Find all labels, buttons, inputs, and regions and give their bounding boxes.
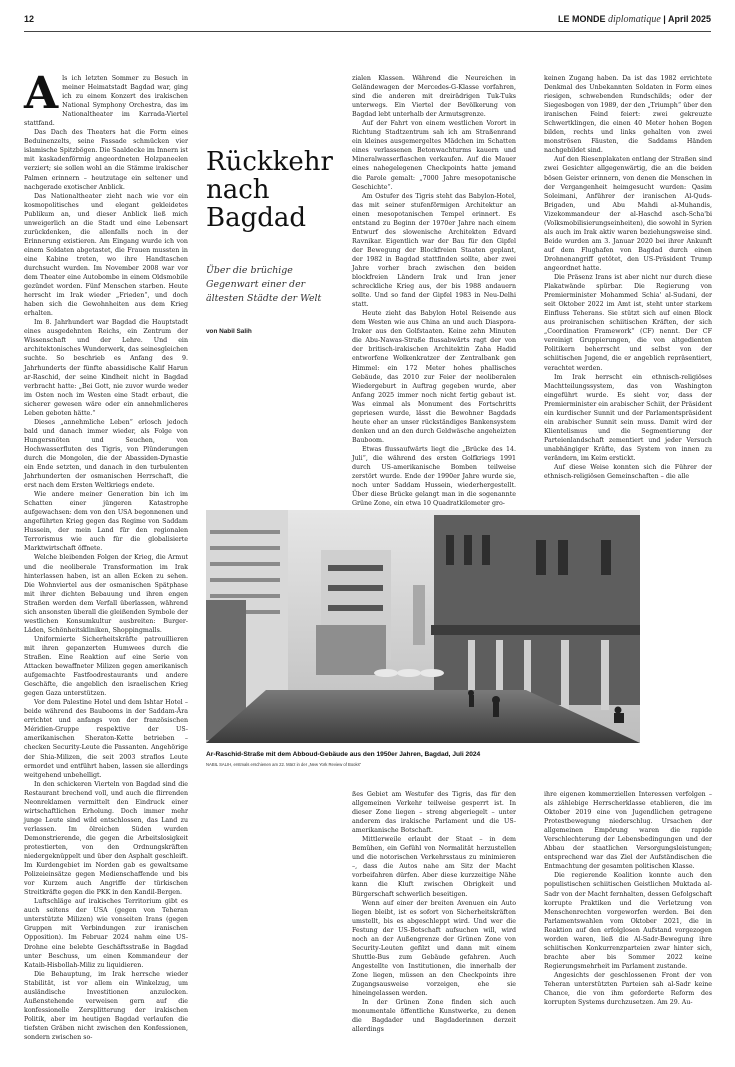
- paragraph: Vor dem Palestine Hotel und dem Ishtar Hotel – beide während des Baubooms in der Saddam-Ära errichtet und anfangs von der französischen Méridien-Gruppe respektive der US-amerikanischen Sheraton-Kette betrieben – checken Security-Leute die Passanten. Angehörige der Shia-Milizen, die seit 2003 straflos Leute ermordet und entführt haben, lassen sie allerdings weitgehend unbehelligt.: [24, 699, 188, 779]
- paragraph: Auf der Fahrt von einem westlichen Vorort in Richtung Stadtzentrum sah ich am Straßenrand ein kleines ausgemergeltes Mädchen im Schatten eines verlassenen Betonwachturms kauern und Mineralwasserflaschen verkaufen. Auf die Mauer eines nahegelegenen Checkpoints hatte jemand die Parole gemalt: „7000 Jahre mesopotanische Geschichte“.: [352, 120, 516, 191]
- photo-illustration: [206, 510, 640, 743]
- masthead-separator: |: [660, 14, 668, 24]
- issue-date: April 2025: [667, 14, 711, 24]
- paragraph: zialen Klassen. Während die Neureichen in Geländewagen der Mercedes-G-Klasse vorfahren, sind die anderen mit dreirädrigen Tuk-Tuks unterwegs. Ein Viertel der Bevölkerung von Bagdad lebt unterhalb der Armutsgrenze.: [352, 75, 516, 119]
- article-subtitle: Über die brüchige Gegenwart einer der ältesten Städte der Welt: [206, 265, 322, 304]
- paragraph: Angesichts der geschlossenen Front der von Teheran unterstützten Parteien sah al-Sadr keine Chance, die von ihm geforderte Reform des korrupten Systems durchzusetzen. Am 29. Au-: [544, 971, 712, 1007]
- paragraph: Im 8. Jahrhundert war Bagdad die Hauptstadt eines ausgedehnten Reichs, ein Zentrum der Wissenschaft und der Lehre. Und ein architektonisches Wunderwerk, das seinesgleichen suchte. So beschrieb es Anfang des 9. Jahrhunderts der fünfte abassidische Kalif Harun ar-Raschid, der seine Kindheit nicht in Bagdad verbracht hatte: „Bei Gott, nie zuvor wurde weder im Osten noch im Westen eine Stadt erbaut, die sicherer gewesen wäre oder ein annehmlicheres Leben geboten hätte.“: [24, 319, 188, 417]
- paragraph: keinen Zugang haben. Da ist das 1982 errichtete Denkmal des Unbekannten Soldaten in Form eines riesigen, schwebenden Rundschilds; oder der Siegesbogen von 1989, der den „Triumph“ über den iranischen Feind feiert: zwei gekreuzte Schwertklingen, die einen 40 Meter hohen Bogen bilden, rechts und links gehalten von zwei monströsen Fäusten, die Saddams Händen nachgebildet sind.: [544, 75, 712, 155]
- page-header: [24, 14, 711, 30]
- header-rule: [24, 31, 711, 32]
- column-4-top: [544, 74, 712, 502]
- paragraph: Die Behauptung, im Irak herrsche wieder Stabilität, ist vor allem ein Winkelzug, um ausländische Investitionen anzulocken. Außenstehende verweisen gern auf die konfessionelle Zersplitterung der irakischen Politik, aber im heutigen Bagdad verlaufen die tiefsten Gräben nicht zwischen den Konfessionen, sondern zwischen so-: [24, 970, 188, 1041]
- drop-cap: A: [24, 68, 59, 119]
- paragraph: Luftschläge auf irakisches Territorium gibt es auch seitens der USA (gegen von Teheran unterstützte Milizen) wie vonseiten Irans (gegen Gruppen mit Verbindungen zur iranischen Opposition). Im Februar 2024 nahm eine US-Drohne eine belebte Geschäftsstraße in Bagdad unter Beschuss, um einen Kommandeur der Kataib-Hisbollah-Miliz zu liquidieren.: [24, 898, 188, 969]
- paragraph: Auf den Riesenplakaten entlang der Straßen sind zwei Gesichter allgegenwärtig, die an die beiden bösen Geister erinnern, von denen die Menschen in der Vergangenheit heimgesucht wurden: Qasim Soleimani, Anführer der iranischen Al-Quds-Brigaden, und Abu Mahdi al-Muhandis, Vizekommandeur der al-Haschd asch-Scha'bi (Volksmobilisierungseinheiten), die sowohl in Syrien als auch im Irak aktiv waren beziehungsweise sind. Beide wurden am 3. Januar 2020 bei ihrer Ankunft auf dem Flughafen von Bagdad durch einen Drohnenangriff getötet, den US-Präsident Trump angeordnet hatte.: [544, 156, 712, 272]
- paragraph: ßes Gebiet am Westufer des Tigris, das für den allgemeinen Verkehr teilweise gesperrt ist. In dieser Zone liegen – streng abgeriegelt – unter anderem das irakische Parlament und die US-amerikanische Botschaft.: [352, 791, 516, 835]
- paragraph: Heute zieht das Babylon Hotel Reisende aus dem Westen wie aus China an und auch Diaspora-Iraker aus den Golfstaaten. Keine zehn Minuten die Abu-Nawas-Straße flussabwärts ragt der von der britisch-irakischen Architektin Zaha Hadid entworfene Wolkenkratzer der Zentralbank gen Himmel: ein 172 Meter hohes phallisches Gebäude, das 2010 zur Feier der neoliberalen Wiedergeburt in Auftrag gegeben wurde, aber Anfang 2025 immer noch nicht fertig gebaut ist. Was einmal als Monument des Fortschritts gepriesen wurde, lässt die Bewohner Bagdads heute eher an unser rückständiges Bankensystem denken und an den durch Geldwäsche angeheizten Bauboom.: [352, 310, 516, 444]
- masthead: [558, 14, 711, 25]
- paragraph: In den schickeren Vierteln von Bagdad sind die Restaurant brechend voll, und auch die flirrenden Neonreklamen vermittelt den Eindruck einer wirtschaftlichen Erholung. Doch immer mehr junge Leute sind wild entschlossen, das Land zu verlassen. Im ölreichen Süden wurden Demonstrierende, die gegen die Arbeitslosigkeit protestierten, von den Ordnungskräften niedergeknüppelt und über den Asphalt geschleift. Im Kurdengebiet im Norden gab es gewaltsame Polizeieinsätze gegen Medienschaffende und bis vor Kurzem auch Angriffe der türkischen Streitkräfte gegen die PKK in den Kandil-Bergen.: [24, 780, 188, 897]
- byline: von Nabil Salih: [206, 328, 252, 335]
- paragraph: Auf diese Weise konnten sich die Führer der ethnisch-religiösen Gemeinschaften – die alle: [544, 464, 712, 481]
- paragraph: Wenn auf einer der breiten Avenuen ein Auto liegen bleibt, ist es sofort von Sicherheitskräften umstellt, bis es abgeschleppt wird. Und wer die Festung der US-Botschaft aufsuchen will, wird noch an der Außengrenze der Grünen Zone von Security-Leuten gefilzt und dann mit einem Shuttle-Bus zum Gebäude gefahren. Auch Angestellte von Institutionen, die innerhalb der Zone liegen, müssen an den Checkpoints ihre Zugangsausweise vorzeigen, ehe sie hineingelassen werden.: [352, 899, 516, 998]
- masthead-italic: diplomatique: [608, 14, 661, 25]
- page-number: 12: [24, 14, 35, 24]
- column-3-bottom: [352, 790, 516, 1040]
- paragraph: Welche bleibenden Folgen der Krieg, die Armut und die neoliberale Transformation im Irak hinterlassen haben, ist an allen Ecken zu sehen. Die Wohnviertel aus der osmanischen Spätphase mit ihrer dichten Bebauung und ihren engen Straßen werden dem Verfall überlassen, während sich ansonsten überall die gleißenden Symbole der westlichen Konsumkultur ausbreiten: Burger-Läden, Schönheitskliniken, Shoppingmalls.: [24, 554, 188, 634]
- title-line: nach: [206, 175, 270, 205]
- paragraph: Etwas flussaufwärts liegt die „Brücke des 14. Juli“, die während des ersten Golfkriegs 1991 durch US-amerikanische Bomben teilweise zerstört wurde. Ende der 1990er Jahre wurde sie, noch unter Saddam Hussein, wiederhergestellt. Über diese Brücke gelangt man in die sogenannte Grüne Zone, ein etwa 10 Quadratkilometer gro-: [352, 445, 516, 508]
- paragraph: Die Präsenz Irans ist aber nicht nur durch diese Plakatwände spürbar. Die Regierung von Premierminister Mohammed Schia' al-Sudani, der seit Oktober 2022 im Amt ist, steht unter starkem Einfluss Teherans. Sie stützt sich auf einen Block aus proiranischen schiitischen Kräften, der sich „Coordination Framework“ (CF) nennt. Der CF vereinigt Gruppierungen, die von altgedienten Politikern beherrscht und selbst von der schiitischen Jugend, die er angeblich repräsentiert, verachtet werden.: [544, 274, 712, 372]
- photo-credit: NABIL SALIH, erstmals erschienen am 22. März in der „New York Review of Books“: [206, 762, 362, 767]
- paragraph: ls ich letzten Sommer zu Besuch in meiner Heimatstadt Bagdad war, ging ich zu einem Konzert des irakischen National Symphony Orchestra, das im Nationaltheater im Karrada-Viertel stattfand.: [24, 75, 188, 128]
- column-1: [24, 68, 188, 1044]
- column-1-paragraphs: [24, 68, 188, 1042]
- title-line: Rückkehr: [206, 147, 333, 177]
- title-line: Bagdad: [206, 203, 307, 233]
- paragraph: Am Ostufer des Tigris steht das Babylon-Hotel, das mit seiner stufenförmigen Architektur an einen mesopotanischen Tempel erinnert. Es entstand zu Beginn der 1970er Jahre nach einem Entwurf des slowenische Architekten Edvard Ravnikar. Eigentlich war der Bau für den Gipfel der Bewegung der Blockfreien Staaten geplant, der 1982 in Bagdad stattfinden sollte, aber zwei Jahre vorher brach zwischen den beiden blockfreien Ländern Irak und Iran jener schreckliche Krieg aus, der bis 1988 andauern sollte. Und so fand der Gipfel 1983 in Neu-Delhi statt.: [352, 192, 516, 309]
- photo-caption: Ar-Raschid-Straße mit dem Abboud-Gebäude aus den 1950er Jahren, Bagdad, Juli 2024: [206, 751, 481, 758]
- paragraph: Wie andere meiner Generation bin ich im Schatten einer jüngeren Katastrophe aufgewachsen: dem von den USA begonnenen und angeführten Krieg gegen das Regime von Saddam Hussein, der mein Land für den regionalen Terrorismus wie auch für die globalisierte Marktwirtschaft öffnete.: [24, 491, 188, 553]
- paragraph: Mittlerweile erlaubt der Staat – in dem Bemühen, ein Gefühl von Normalität herzustellen und die notorischen Verkehrsstaus zu minimieren –, dass die Autos nahe am Sitz der Macht vorbeifahren dürfen. Aber diese kurzzeitige Nähe kann die Kluft zwischen Obrigkeit und Bürgerschaft schwerlich beseitigen.: [352, 836, 516, 898]
- paragraph: Dieses „annehmliche Leben“ erlosch jedoch bald und danach immer wieder, als Folge von Hungersnöten und Seuchen, von Hochwasserfluten des Tigris, von Plünderungen durch die Mongolen, die der Abassiden-Dynastie ein Ende setzten, und danach in den turbulenten Jahrhunderten der osmanischen Herrschaft, die erst nach dem Ersten Weltkriegs endete.: [24, 418, 188, 490]
- paragraph: Das Dach des Theaters hat die Form eines Beduinenzelts, seine Fassade schmücken vier islamische Spitzbögen. Die Saaldecke im Innern ist mit kaskadenförmig angeordneten Holzpaneelen verziert; sie sollen wohl an die Stämme irakischer Palmen erinnern – heutzutage ein seltener und nachgerade exotischer Anblick.: [24, 129, 188, 191]
- paragraph: Das Nationaltheater zieht nach wie vor ein kosmopolitisches und elegant gekleidetes Publikum an, und dieser Anblick ließ mich unweigerlich an die Stadt und eine Lebensart zurückdenken, die allenfalls noch in der Erinnerung existieren. Am Eingang wurde ich von einem Soldaten abgetastet, die Frauen mussten in eine Kabine treten, wo ihre Handtaschen durchsucht wurden. Im November 2008 war vor dem Theater eine Autobombe in einem Oldsmobile gezündet worden. Fünf Menschen starben. Heute herrscht im Irak wieder „Frieden“, und doch haben sich die Gewohnheiten aus dem Krieg erhalten.: [24, 192, 188, 318]
- paragraph: Die regierende Koalition konnte auch den populistischen schiitischen Geistlichen Muktada al-Sadr von der Macht fernhalten, dessen Gefolgschaft korrupte Praktiken und die Verletzung von Menschenrechten vorgeworfen werden. Bei den Parlamentswahlen vom Oktober 2021, die in Reaktion auf den erfolglosen Aufstand vorgezogen worden waren, ließ die Al-Sadr-Bewegung ihre schiitischen Konkurrenzparteien zwar hinter sich, brachte aber bis Sommer 2022 keine Regierungsmehrheit im Parlament zustande.: [544, 872, 712, 970]
- paragraph: In der Grünen Zone finden sich auch monumentale öffentliche Kunstwerke, zu denen die Bagdader und Bagdaderinnen derzeit allerdings: [352, 999, 516, 1034]
- article-title: [206, 148, 346, 232]
- street-photo: [206, 510, 640, 743]
- masthead-name: LE MONDE: [557, 14, 606, 24]
- column-4-bottom: [544, 790, 712, 1040]
- column-3-top: [352, 74, 516, 508]
- paragraph: Uniformierte Sicherheitskräfte patrouillieren mit ihren gepanzerten Humwees durch die Straßen. Eine Reaktion auf eine Serie von Attacken bewaffneter Milizen gegen amerikanisch aufgemachte Fastfoodrestaurants und andere Geschäfte, die angeblich den israelischen Krieg gegen Gaza unterstützen.: [24, 635, 188, 698]
- paragraph: Im Irak herrscht ein ethnisch-religiöses Machtteilungssystem, das von Washington eingeführt wurde. Es sieht vor, dass der Premierminister ein arabischer Schiit, der Präsident ein kurdischer Sunnit und der Parlamentspräsident ein arabischer Sunnit sein muss. Damit wird der Klientelismus und die Segmentierung der Parteienlandschaft zementiert und jeder Versuch unabhängiger Kräfte, das System von innen zu verändern, im Keim erstickt.: [544, 373, 712, 462]
- paragraph: ihre eigenen kommerziellen Interessen verfolgen – als zählebige Herrscherklasse etablieren, die im Oktober 2019 eine von Jugendlichen getragene Protestbewegung niederschlug. Ursachen der allgemeinen Empörung waren die rapide Verschlechterung der Lebensbedingungen und der Abbau der staatlichen Versorgungsleistungen; entsprechend war das Ziel der Aufständischen die Entmachtung der gesamten politischen Klasse.: [544, 791, 712, 871]
